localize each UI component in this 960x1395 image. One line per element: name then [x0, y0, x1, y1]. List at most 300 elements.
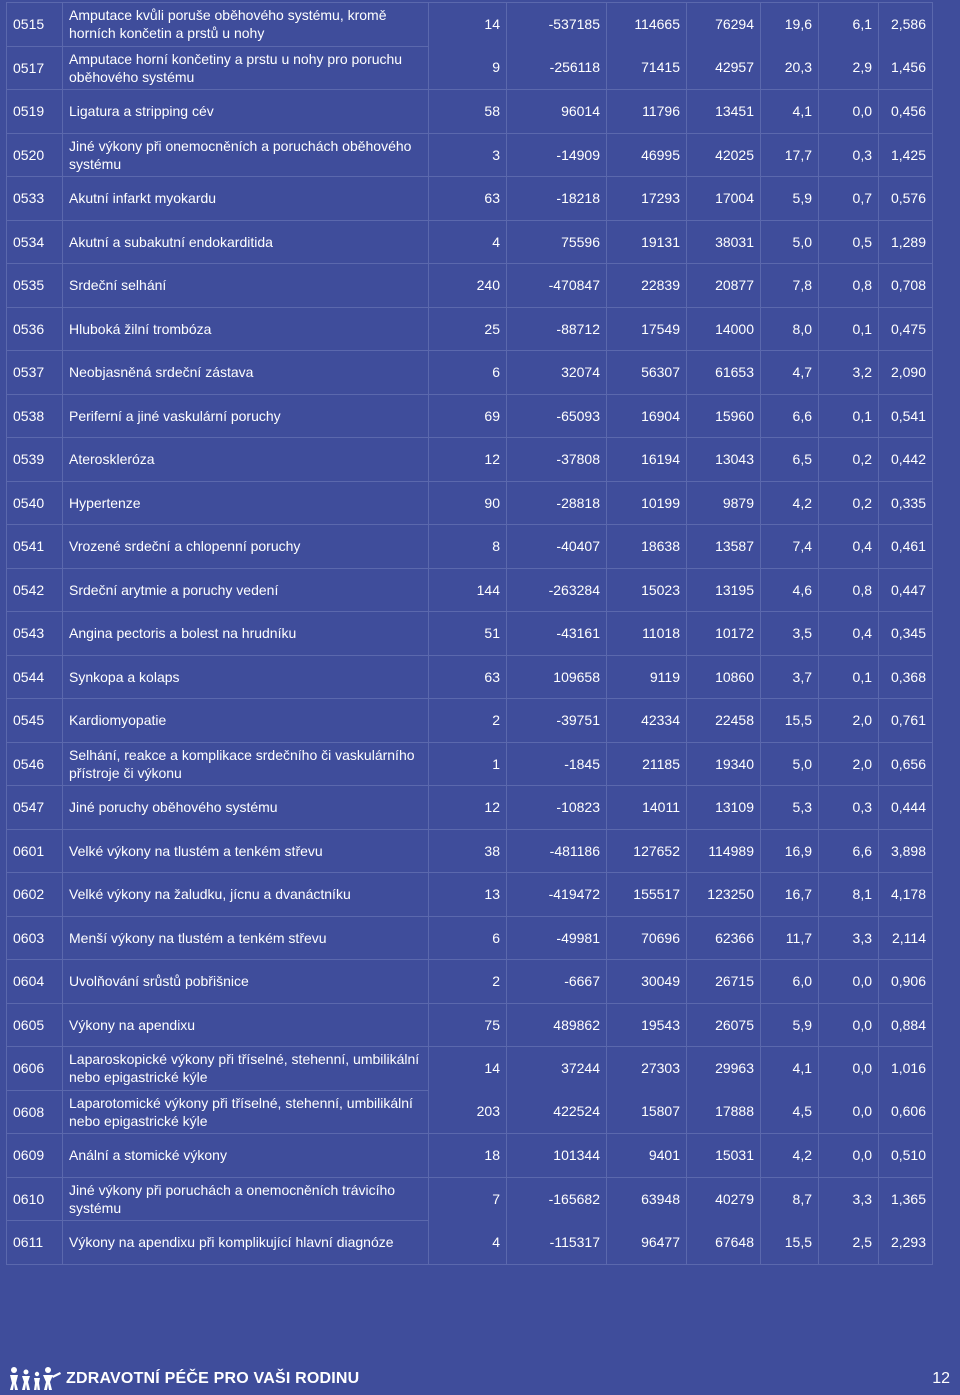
- drg-code: 0534: [7, 220, 63, 264]
- table-cell-value: 14011: [607, 786, 687, 830]
- table-row: [7, 829, 933, 873]
- table-cell-value: 0,2: [819, 438, 879, 482]
- table-cell-value: 0,0: [819, 960, 879, 1004]
- table-cell-value: 25: [429, 307, 507, 351]
- table-cell-value: 240: [429, 264, 507, 308]
- table-cell-value: 13587: [687, 525, 761, 569]
- table-cell-value: -263284: [507, 568, 607, 612]
- table-cell-value: 4,7: [761, 351, 819, 395]
- drg-name: Amputace kvůli poruše oběhového systému, kromě horních končetin a prstů u nohy: [63, 3, 429, 47]
- table-cell-value: 12: [429, 438, 507, 482]
- table-cell-value: 1,289: [879, 220, 933, 264]
- drg-name: Menší výkony na tlustém a tenkém střevu: [63, 916, 429, 960]
- table-cell-value: 27303: [641, 1060, 680, 1076]
- drg-name: Vrozené srdeční a chlopenní poruchy: [63, 525, 429, 569]
- table-cell-value: 0,456: [879, 90, 933, 134]
- drg-name: Srdeční selhání: [63, 264, 429, 308]
- table-cell-value: 18638: [607, 525, 687, 569]
- table-cell-value: 5,3: [761, 786, 819, 830]
- table-cell-value: 6: [429, 916, 507, 960]
- drg-name: Angina pectoris a bolest na hrudníku: [63, 612, 429, 656]
- table-row: [7, 264, 933, 308]
- table-row: [7, 612, 933, 656]
- table-cell-value: 20877: [687, 264, 761, 308]
- drg-code: 0605: [7, 1003, 63, 1047]
- drg-name: Periferní a jiné vaskulární poruchy: [63, 394, 429, 438]
- table-row: [7, 786, 933, 830]
- table-cell-value: 75596: [507, 220, 607, 264]
- table-cell-value: 38031: [687, 220, 761, 264]
- drg-code: 0611: [7, 1221, 63, 1265]
- table-cell-value: 0,606: [890, 1103, 926, 1119]
- table-cell-value: [429, 1177, 507, 1264]
- table-cell-value: 123250: [687, 873, 761, 917]
- table-cell-value: 1,456: [890, 59, 926, 75]
- table-cell-value: 4,1: [761, 90, 819, 134]
- table-cell-value: [687, 1047, 761, 1134]
- drg-table: [6, 2, 933, 1265]
- table-cell-value: 11796: [607, 90, 687, 134]
- table-cell-value: 3,2: [819, 351, 879, 395]
- family-logo-icon: [8, 1366, 62, 1390]
- table-cell-value: 4,6: [761, 568, 819, 612]
- table-cell-value: 0,335: [879, 481, 933, 525]
- table-cell-value: 0,3: [819, 786, 879, 830]
- table-cell-value: 9879: [687, 481, 761, 525]
- table-cell-value: 90: [429, 481, 507, 525]
- table-cell-value: 32074: [507, 351, 607, 395]
- table-cell-value: 11,7: [761, 916, 819, 960]
- table-row: [7, 525, 933, 569]
- table-cell-value: 69: [429, 394, 507, 438]
- table-cell-value: 4,1: [792, 1060, 812, 1076]
- table-cell-value: 17293: [607, 177, 687, 221]
- table-row: [7, 177, 933, 221]
- table-cell-value: 71415: [641, 59, 680, 75]
- table-row: [7, 307, 933, 351]
- table-cell-value: 13109: [687, 786, 761, 830]
- table-cell-value: 15960: [687, 394, 761, 438]
- table-cell-value: 144: [429, 568, 507, 612]
- table-cell-value: [507, 1047, 607, 1134]
- table-body: [7, 3, 933, 1265]
- table-cell-value: 6,6: [761, 394, 819, 438]
- table-cell-value: 3,5: [761, 612, 819, 656]
- drg-name: Ateroskleróza: [63, 438, 429, 482]
- table-cell-value: 17004: [687, 177, 761, 221]
- table-cell-value: [429, 1047, 507, 1134]
- table-cell-value: -115317: [549, 1233, 600, 1250]
- table-cell-value: [819, 3, 879, 90]
- drg-code: 0545: [7, 699, 63, 743]
- table-cell-value: 0,761: [879, 699, 933, 743]
- table-cell-value: 7: [492, 1190, 500, 1207]
- table-cell-value: 6,1: [852, 16, 872, 32]
- table-cell-value: 96477: [641, 1233, 680, 1250]
- table-cell-value: [607, 1047, 687, 1134]
- table-cell-value: -537185: [548, 16, 600, 32]
- table-row: [7, 351, 933, 395]
- table-cell-value: 3,898: [879, 829, 933, 873]
- table-cell-value: 75: [429, 1003, 507, 1047]
- table-cell-value: 11018: [607, 612, 687, 656]
- table-cell-value: 2,0: [819, 699, 879, 743]
- table-row: [7, 873, 933, 917]
- drg-name: Výkony na apendixu: [63, 1003, 429, 1047]
- table-cell-value: 22458: [687, 699, 761, 743]
- table-cell-value: 15,5: [761, 699, 819, 743]
- drg-code: 0604: [7, 960, 63, 1004]
- table-cell-value: -6667: [507, 960, 607, 1004]
- page-footer: [8, 1366, 952, 1392]
- table-cell-value: 0,656: [879, 742, 933, 786]
- table-cell-value: 4,178: [879, 873, 933, 917]
- table-cell-value: 0,906: [879, 960, 933, 1004]
- table-cell-value: 1: [429, 742, 507, 786]
- table-cell-value: 17888: [715, 1103, 754, 1119]
- table-cell-value: 15,5: [784, 1233, 812, 1250]
- table-cell-value: -419472: [507, 873, 607, 917]
- table-cell-value: 0,368: [879, 655, 933, 699]
- drg-name: Hypertenze: [63, 481, 429, 525]
- drg-code: 0601: [7, 829, 63, 873]
- drg-code: 0547: [7, 786, 63, 830]
- drg-code: 0519: [7, 90, 63, 134]
- table-cell-value: -28818: [507, 481, 607, 525]
- drg-name: Laparoskopické výkony při tříselné, stehenní, umbilikální nebo epigastrické kýle: [63, 1047, 429, 1091]
- table-cell-value: 114989: [687, 829, 761, 873]
- table-cell-value: 9: [492, 59, 500, 75]
- table-cell-value: 155517: [607, 873, 687, 917]
- table-cell-value: 3: [429, 133, 507, 177]
- table-cell-value: 0,4: [819, 525, 879, 569]
- table-row: [7, 1047, 933, 1091]
- table-row: [7, 394, 933, 438]
- table-cell-value: 26075: [687, 1003, 761, 1047]
- table-cell-value: 114665: [634, 16, 680, 32]
- drg-name: Kardiomyopatie: [63, 699, 429, 743]
- table-cell-value: -37808: [507, 438, 607, 482]
- table-cell-value: 0,1: [819, 307, 879, 351]
- table-cell-value: 76294: [715, 16, 754, 32]
- drg-code: 0542: [7, 568, 63, 612]
- table-cell-value: 19,6: [784, 16, 812, 32]
- table-cell-value: 96014: [507, 90, 607, 134]
- table-cell-value: 46995: [607, 133, 687, 177]
- table-cell-value: 4,2: [761, 1134, 819, 1178]
- table-cell-value: 0,1: [819, 655, 879, 699]
- table-cell-value: 10860: [687, 655, 761, 699]
- table-cell-value: 4,2: [761, 481, 819, 525]
- table-row: [7, 481, 933, 525]
- table-cell-value: -49981: [507, 916, 607, 960]
- table-cell-value: 18: [429, 1134, 507, 1178]
- table-cell-value: 489862: [507, 1003, 607, 1047]
- table-row: [7, 916, 933, 960]
- table-cell-value: 15023: [607, 568, 687, 612]
- table-cell-value: 5,9: [761, 1003, 819, 1047]
- table-cell-value: [507, 1177, 607, 1264]
- drg-code: 0608: [7, 1090, 63, 1134]
- table-cell-value: 0,3: [819, 133, 879, 177]
- drg-name: Jiné výkony při poruchách a onemocněních trávicího systému: [63, 1177, 429, 1221]
- table-cell-value: 0,2: [819, 481, 879, 525]
- drg-code: 0520: [7, 133, 63, 177]
- table-cell-value: 7,8: [761, 264, 819, 308]
- table-cell-value: -14909: [507, 133, 607, 177]
- drg-name: Neobjasněná srdeční zástava: [63, 351, 429, 395]
- table-cell-value: 0,5: [819, 220, 879, 264]
- table-cell-value: 0,1: [819, 394, 879, 438]
- table-cell-value: 109658: [507, 655, 607, 699]
- table-cell-value: -256118: [549, 59, 600, 75]
- table-cell-value: 0,708: [879, 264, 933, 308]
- table-row: [7, 438, 933, 482]
- table-row: [7, 133, 933, 177]
- table-cell-value: 8,0: [761, 307, 819, 351]
- drg-name: Synkopa a kolaps: [63, 655, 429, 699]
- table-cell-value: -481186: [507, 829, 607, 873]
- drg-code: 0535: [7, 264, 63, 308]
- table-row: [7, 655, 933, 699]
- drg-code: 0517: [7, 46, 63, 90]
- table-cell-value: 19131: [607, 220, 687, 264]
- table-cell-value: 1,425: [879, 133, 933, 177]
- table-cell-value: 9119: [607, 655, 687, 699]
- drg-code: 0546: [7, 742, 63, 786]
- table-cell-value: 13451: [687, 90, 761, 134]
- table-cell-value: 42957: [715, 59, 754, 75]
- table-cell-value: 203: [476, 1103, 500, 1119]
- table-cell-value: 2: [429, 699, 507, 743]
- table-cell-value: [879, 3, 933, 90]
- table-cell-value: 2,114: [879, 916, 933, 960]
- table-cell-value: 0,7: [819, 177, 879, 221]
- table-cell-value: [819, 1047, 879, 1134]
- drg-name: Hluboká žilní trombóza: [63, 307, 429, 351]
- table-cell-value: 0,541: [879, 394, 933, 438]
- table-cell-value: 9401: [607, 1134, 687, 1178]
- drg-name: Laparotomické výkony při tříselné, stehenní, umbilikální nebo epigastrické kýle: [63, 1090, 429, 1134]
- drg-code: 0536: [7, 307, 63, 351]
- drg-name: Akutní a subakutní endokarditida: [63, 220, 429, 264]
- table-cell-value: 10172: [687, 612, 761, 656]
- table-cell-value: 0,0: [819, 1003, 879, 1047]
- table-cell-value: 14: [484, 16, 500, 32]
- table-cell-value: 0,0: [819, 1134, 879, 1178]
- table-cell-value: 17549: [607, 307, 687, 351]
- drg-code: 0539: [7, 438, 63, 482]
- table-cell-value: 16,9: [761, 829, 819, 873]
- drg-name: Ligatura a stripping cév: [63, 90, 429, 134]
- table-cell-value: 51: [429, 612, 507, 656]
- table-cell-value: 67648: [715, 1233, 754, 1250]
- table-cell-value: 17,7: [761, 133, 819, 177]
- table-cell-value: 29963: [715, 1060, 754, 1076]
- table-cell-value: 3,3: [852, 1190, 872, 1207]
- table-cell-value: 15807: [641, 1103, 680, 1119]
- table-row: [7, 742, 933, 786]
- table-cell-value: 2,0: [819, 742, 879, 786]
- table-row: [7, 1134, 933, 1178]
- drg-name: Uvolňování srůstů pobřišnice: [63, 960, 429, 1004]
- drg-name: Srdeční arytmie a poruchy vedení: [63, 568, 429, 612]
- drg-code: 0606: [7, 1047, 63, 1091]
- table-cell-value: 61653: [687, 351, 761, 395]
- table-cell-value: 5,0: [761, 220, 819, 264]
- table-cell-value: [607, 1177, 687, 1264]
- table-cell-value: -1845: [507, 742, 607, 786]
- table-cell-value: 16,7: [761, 873, 819, 917]
- drg-code: 0603: [7, 916, 63, 960]
- table-cell-value: 40279: [715, 1190, 754, 1207]
- drg-name: Jiné poruchy oběhového systému: [63, 786, 429, 830]
- table-row: [7, 960, 933, 1004]
- table-cell-value: 5,0: [761, 742, 819, 786]
- table-cell-value: -18218: [507, 177, 607, 221]
- table-cell-value: -40407: [507, 525, 607, 569]
- table-cell-value: 0,442: [879, 438, 933, 482]
- table-cell-value: 10199: [607, 481, 687, 525]
- table-cell-value: [879, 1177, 933, 1264]
- table-cell-value: 6: [429, 351, 507, 395]
- table-cell-value: -10823: [507, 786, 607, 830]
- table-cell-value: 4,5: [792, 1103, 812, 1119]
- table-cell-value: -43161: [507, 612, 607, 656]
- table-row: [7, 1003, 933, 1047]
- table-cell-value: 8: [429, 525, 507, 569]
- drg-code: 0515: [7, 3, 63, 47]
- drg-code: 0540: [7, 481, 63, 525]
- drg-name: Velké výkony na žaludku, jícnu a dvanáctníku: [63, 873, 429, 917]
- table-cell-value: 0,0: [852, 1103, 872, 1119]
- drg-code: 0538: [7, 394, 63, 438]
- table-cell-value: 22839: [607, 264, 687, 308]
- drg-code: 0602: [7, 873, 63, 917]
- drg-name: Amputace horní končetiny a prstu u nohy pro poruchu oběhového systému: [63, 46, 429, 90]
- table-cell-value: 13043: [687, 438, 761, 482]
- table-cell-value: [687, 1177, 761, 1264]
- table-cell-value: -470847: [507, 264, 607, 308]
- table-cell-value: 56307: [607, 351, 687, 395]
- drg-code: 0537: [7, 351, 63, 395]
- table-cell-value: 70696: [607, 916, 687, 960]
- table-cell-value: [819, 1177, 879, 1264]
- table-cell-value: 0,0: [819, 90, 879, 134]
- table-cell-value: -39751: [507, 699, 607, 743]
- drg-code: 0543: [7, 612, 63, 656]
- table-cell-value: 19340: [687, 742, 761, 786]
- table-row: [7, 568, 933, 612]
- drg-code: 0610: [7, 1177, 63, 1221]
- brand-title: ZDRAVOTNÍ PÉČE PRO VAŠI RODINU: [66, 1370, 360, 1387]
- table-cell-value: 30049: [607, 960, 687, 1004]
- table-cell-value: 0,461: [879, 525, 933, 569]
- table-cell-value: -65093: [507, 394, 607, 438]
- table-cell-value: 15031: [687, 1134, 761, 1178]
- table-cell-value: 2,9: [852, 59, 872, 75]
- table-cell-value: 8,7: [792, 1190, 812, 1207]
- table-cell-value: 3,3: [819, 916, 879, 960]
- table-cell-value: -165682: [548, 1190, 600, 1207]
- table-cell-value: 0,510: [879, 1134, 933, 1178]
- table-cell-value: 7,4: [761, 525, 819, 569]
- table-cell-value: -88712: [507, 307, 607, 351]
- page-number: 12: [932, 1370, 950, 1387]
- table-cell-value: 16194: [607, 438, 687, 482]
- table-cell-value: [687, 3, 761, 90]
- drg-name: Akutní infarkt myokardu: [63, 177, 429, 221]
- table-row: [7, 699, 933, 743]
- table-cell-value: 62366: [687, 916, 761, 960]
- table-cell-value: 2,5: [852, 1233, 872, 1250]
- table-cell-value: 4: [492, 1233, 500, 1250]
- table-cell-value: 42025: [687, 133, 761, 177]
- table-cell-value: 12: [429, 786, 507, 830]
- table-cell-value: 0,576: [879, 177, 933, 221]
- table-cell-value: [507, 3, 607, 90]
- drg-code: 0541: [7, 525, 63, 569]
- table-cell-value: [761, 1047, 819, 1134]
- table-cell-value: 6,5: [761, 438, 819, 482]
- table-cell-value: 2,586: [890, 16, 926, 32]
- table-cell-value: 14000: [687, 307, 761, 351]
- table-cell-value: 2,090: [879, 351, 933, 395]
- table-cell-value: 2: [429, 960, 507, 1004]
- table-row: [7, 3, 933, 47]
- table-cell-value: 63: [429, 655, 507, 699]
- table-cell-value: 5,9: [761, 177, 819, 221]
- table-row: [7, 1177, 933, 1221]
- table-cell-value: 1,016: [890, 1060, 926, 1076]
- table-cell-value: 422524: [553, 1103, 600, 1119]
- table-row: [7, 90, 933, 134]
- table-cell-value: 63948: [641, 1190, 680, 1207]
- table-cell-value: 38: [429, 829, 507, 873]
- table-cell-value: 0,8: [819, 264, 879, 308]
- table-cell-value: 4: [429, 220, 507, 264]
- table-cell-value: [761, 1177, 819, 1264]
- table-cell-value: 101344: [507, 1134, 607, 1178]
- table-cell-value: 42334: [607, 699, 687, 743]
- drg-name: Anální a stomické výkony: [63, 1134, 429, 1178]
- drg-code: 0544: [7, 655, 63, 699]
- table-cell-value: 2,293: [890, 1233, 926, 1250]
- table-cell-value: 63: [429, 177, 507, 221]
- table-cell-value: 19543: [607, 1003, 687, 1047]
- table-cell-value: [607, 3, 687, 90]
- table-cell-value: 13: [429, 873, 507, 917]
- table-cell-value: 0,884: [879, 1003, 933, 1047]
- table-cell-value: 8,1: [819, 873, 879, 917]
- table-cell-value: 16904: [607, 394, 687, 438]
- table-cell-value: [429, 3, 507, 90]
- table-cell-value: 0,0: [852, 1060, 872, 1076]
- drg-name: Jiné výkony při onemocněních a poruchách oběhového systému: [63, 133, 429, 177]
- table-cell-value: 0,4: [819, 612, 879, 656]
- table-cell-value: 6,0: [761, 960, 819, 1004]
- table-cell-value: 21185: [607, 742, 687, 786]
- table-cell-value: [761, 3, 819, 90]
- table-cell-value: 58: [429, 90, 507, 134]
- drg-name: Velké výkony na tlustém a tenkém střevu: [63, 829, 429, 873]
- table-cell-value: 0,345: [879, 612, 933, 656]
- table-cell-value: 0,475: [879, 307, 933, 351]
- table-cell-value: [879, 1047, 933, 1134]
- table-cell-value: 26715: [687, 960, 761, 1004]
- table-cell-value: 3,7: [761, 655, 819, 699]
- table-cell-value: 14: [484, 1060, 500, 1076]
